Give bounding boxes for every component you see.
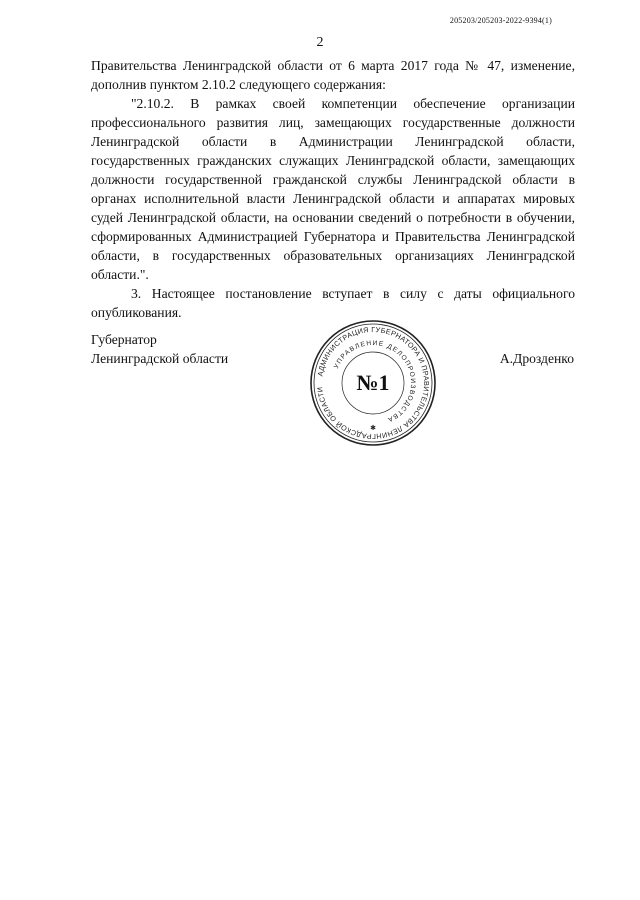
signatory-title-line1: Губернатор <box>91 332 157 347</box>
seal-icon <box>308 318 438 448</box>
page-number: 2 <box>316 35 324 50</box>
signatory-title <box>91 330 228 368</box>
seal-outer-text: АДМИНИСТРАЦИЯ ГУБЕРНАТОРА И ПРАВИТЕЛЬСТВА ЛЕНИНГРАДСКОЙ ОБЛАСТИ <box>315 324 432 442</box>
official-seal <box>308 318 438 448</box>
document-id: 205203/205203-2022-9394(1) <box>449 16 552 25</box>
seal-inner-text: УПРАВЛЕНИЕ ДЕЛОПРОИЗВОДСТВА <box>333 339 417 424</box>
paragraph-point-2-10-2: "2.10.2. В рамках своей компетенции обеспечение организации профессионального развития лиц, замещающих государственные должности Ленинградской области в Администрации Ленинградской области, государственных гражданских служащих Ленинградской области, замещающих должности государственной гражданской службы Ленинградской области в органах исполнительной власти Ленинградской области и аппаратах мировых судей Ленинградской области, на основании сведений о потребности в обучении, сформированных Администрацией Губернатора и Правительства Ленинградской области, в государственных образовательных организациях Ленинградской области.". <box>91 96 575 282</box>
signatory-title-line2: Ленинградской области <box>91 351 229 366</box>
paragraph-point-3: 3. Настоящее постановление вступает в силу с даты официального опубликования. <box>91 286 575 320</box>
seal-star-icon: ✱ <box>370 424 376 432</box>
paragraph-continuation: Правительства Ленинградской области от 6 марта 2017 года № 47, изменение, дополнив пунктом 2.10.2 следующего содержания: <box>91 58 575 92</box>
seal-number: №1 <box>356 370 390 395</box>
signatory-name: А.Дрозденко <box>499 351 574 366</box>
document-body <box>91 56 575 322</box>
